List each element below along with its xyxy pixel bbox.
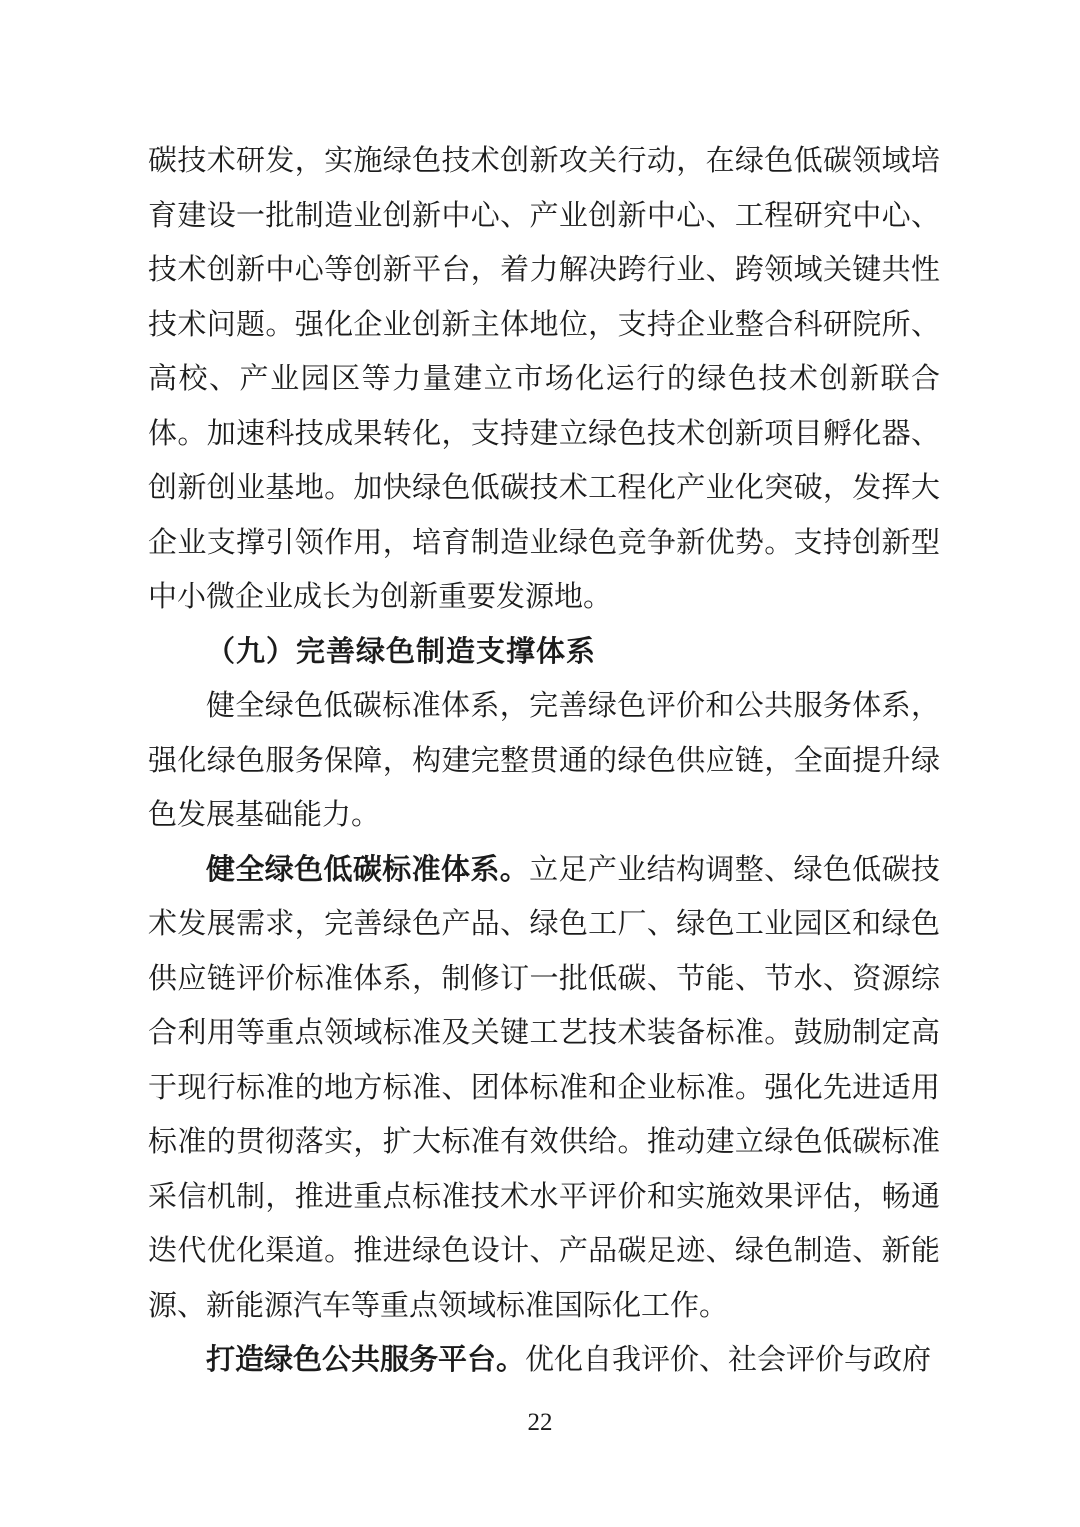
paragraph: 碳技术研发，实施绿色技术创新攻关行动，在绿色低碳领域培育建设一批制造业创新中心、产业创新中心、工程研究中心、技术创新中心等创新平台，着力解决跨行业、跨领域关键共性技术问题。强化企业创新主体地位，支持企业整合科研院所、高校、产业园区等力量建立市场化运行的绿色技术创新联合体。加速科技成果转化，支持建立绿色技术创新项目孵化器、创新创业基地。加快绿色低碳技术工程化产业化突破，发挥大企业支撑引领作用，培育制造业绿色竞争新优势。支持创新型中小微企业成长为创新重要发源地。 [148, 145, 940, 613]
page-number: 22 [527, 1409, 553, 1436]
document-body [148, 134, 940, 1388]
paragraph-lead: 健全绿色低碳标准体系。 [206, 853, 530, 886]
paragraph: 打造绿色公共服务平台。优化自我评价、社会评价与政府 [206, 1344, 932, 1376]
paragraph-lead: 打造绿色公共服务平台。 [206, 1344, 526, 1376]
section-heading: （九）完善绿色制造支撑体系 [206, 635, 597, 668]
paragraph: 健全绿色低碳标准体系。立足产业结构调整、绿色低碳技术发展需求，完善绿色产品、绿色工厂、绿色工业园区和绿色供应链评价标准体系，制修订一批低碳、节能、节水、资源综合利用等重点领域标准及关键工艺技术装备标准。鼓励制定高于现行标准的地方标准、团体标准和企业标准。强化先进适用标准的贯彻落实，扩大标准有效供给。推动建立绿色低碳标准采信机制，推进重点标准技术水平评价和实施效果评估，畅通迭代优化渠道。推进绿色设计、产品碳足迹、绿色制造、新能源、新能源汽车等重点领域标准国际化工作。 [148, 853, 940, 1322]
paragraph: 健全绿色低碳标准体系，完善绿色评价和公共服务体系，强化绿色服务保障，构建完整贯通的绿色供应链，全面提升绿色发展基础能力。 [148, 690, 940, 831]
